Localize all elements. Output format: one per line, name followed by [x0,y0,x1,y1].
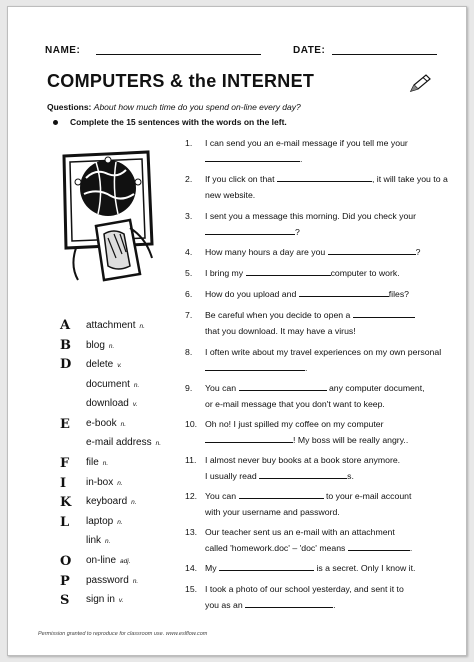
word-item: on-line adj. [86,555,131,566]
word-item: delete v. [86,359,122,370]
answer-blank[interactable] [299,287,389,297]
answer-blank[interactable] [239,381,327,391]
word-item: e-book n. [86,418,126,429]
letter-i: I [60,476,67,491]
word-item: sign in v. [86,594,124,605]
answer-blank[interactable] [205,433,293,443]
word-item: e-mail address n. [86,437,162,448]
page-title: COMPUTERS & the INTERNET [47,71,315,91]
questions-label: Questions: [47,102,92,112]
answer-blank[interactable] [277,172,372,182]
letter-f: F [60,456,70,471]
questions-line [47,102,301,112]
instruction-line [53,117,287,127]
questions-text: About how much time do you spend on-line every day? [93,102,301,112]
letter-s: S [60,593,70,608]
letter-d: D [60,357,72,372]
name-line [96,54,261,55]
word-item: laptop n. [86,516,123,527]
letter-b: B [60,338,71,353]
computer-globe-illustration [56,148,161,288]
letter-k: K [60,495,72,510]
answer-blank[interactable] [205,361,305,371]
word-item: document n. [86,379,140,390]
word-item: in-box n. [86,477,123,488]
word-item: blog n. [86,340,115,351]
answer-blank[interactable] [205,225,295,235]
answer-blank[interactable] [205,152,300,162]
answer-blank[interactable] [246,266,331,276]
word-item: keyboard n. [86,496,137,507]
word-item: link n. [86,535,111,546]
word-item: download v. [86,398,138,409]
answer-blank[interactable] [348,541,410,551]
answer-blank[interactable] [219,561,314,571]
date-label: DATE: [293,45,326,56]
instruction-text: Complete the 15 sentences with the words on the left. [70,117,287,127]
answer-blank[interactable] [353,308,415,318]
letter-l: L [60,515,70,530]
word-item: file n. [86,457,109,468]
letter-a: A [60,318,71,333]
footer-permission: Permission granted to reproduce for classroom use. www.eslflow.com [38,631,208,637]
word-item: attachment n. [86,320,145,331]
bullet-icon [53,120,58,125]
worksheet-page: NAME: DATE: COMPUTERS & the INTERNET Questions: About how much time do you spend on-line every day? Complete the 15 sentences with the words on the left. A B D E F I K L O P S attachment n. blog n. delete v. document n. download v. e-book n. e-mail address n. file n. in-box n. keyboard n. laptop n. link n. on-line adj. password n. sign in v. 1. I can send you an e-mail message if you tell me your . 2. If you click on that , it will take you to a new website. 3. I sent you a message this morning. Did you check your ? 4. How many hours a day are you ? 5. I bring my computer to work. 6. How do you upload and files? 7. Be careful when you decide to open a that you download. It may have a virus! 8. I often write about my travel experiences on my own personal . 9. You can any computer document, or e-mail message that you don't want to keep. 10. Oh no! I just spilled my coffee on my computer ! My boss will be really angry.. 11. I almost never buy books at a book store anymore. I usually read s. 12. You can to your e-mail account with your username and password. 13. Our teacher sent us an e-mail with an attachment called 'homework.doc' – 'doc' means . 14. My is a secret. Only I know it. 15. I took a photo of our school yesterday, and sent it to you as an . Permission granted to reproduce for classroom use. www.eslflow.com [7,6,467,656]
answer-blank[interactable] [328,245,416,255]
name-label: NAME: [45,45,81,56]
letter-p: P [60,574,70,589]
date-line [332,54,437,55]
letter-e: E [60,417,70,432]
answer-blank[interactable] [245,598,333,608]
word-item: password n. [86,575,139,586]
answer-blank[interactable] [259,469,347,479]
pencil-icon [408,73,432,95]
answer-blank[interactable] [239,489,324,499]
letter-o: O [60,554,72,569]
